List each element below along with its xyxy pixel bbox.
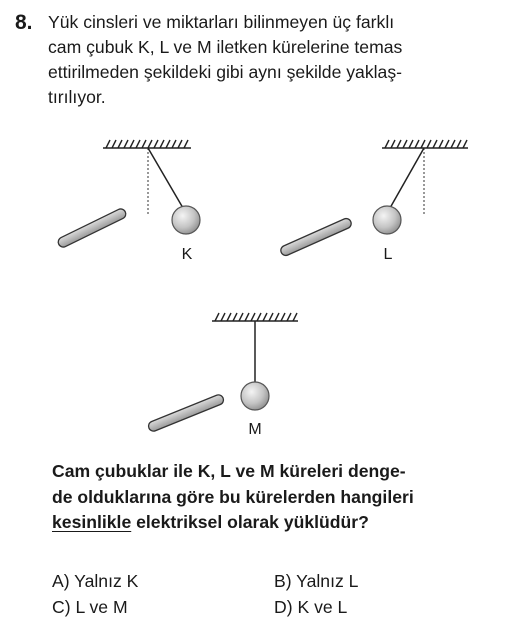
sphere-m	[241, 382, 269, 410]
sphere-label-m: M	[248, 421, 262, 438]
sphere-label-k: K	[181, 246, 193, 263]
string-l	[390, 148, 424, 208]
option-b[interactable]: B) Yalnız L	[274, 571, 359, 591]
question-number: 8.	[15, 11, 33, 34]
option-a[interactable]: A) Yalnız K	[52, 571, 139, 591]
sphere-l	[373, 206, 401, 234]
string-k	[148, 148, 183, 208]
prompt-line	[52, 510, 498, 536]
prompt-line-rest: elektriksel olarak yüklüdür?	[131, 512, 369, 532]
glass-rod-k	[57, 207, 128, 248]
prompt-line: Cam çubuklar ile K, L ve M küreleri denge-	[52, 461, 406, 481]
sphere-label-l: L	[383, 246, 393, 263]
emphasis-word: kesinlikle	[52, 512, 132, 532]
ceiling-k	[103, 140, 191, 148]
option-d[interactable]: D) K ve L	[274, 597, 348, 617]
pendulum-k	[57, 140, 200, 263]
ceiling-l	[382, 140, 468, 148]
stem-line: Yük cinsleri ve miktarları bilinmeyen üç farklı	[48, 12, 395, 32]
prompt-line: de olduklarına göre bu kürelerden hangileri	[52, 486, 414, 507]
stem-line: cam çubuk K, L ve M iletken kürelerine temas	[48, 37, 403, 57]
stem-line: ettirilmeden şekildeki gibi aynı şekilde yaklaş-	[48, 62, 402, 82]
sphere-k	[172, 206, 200, 234]
pendulum-l	[279, 140, 468, 263]
glass-rod-m	[147, 393, 225, 432]
option-c[interactable]: C) L ve M	[52, 597, 128, 617]
glass-rod-l	[279, 217, 352, 257]
pendulum-m	[147, 313, 298, 438]
stem-line: tırılıyor.	[48, 87, 106, 107]
ceiling-m	[212, 313, 298, 321]
question-prompt	[52, 459, 498, 536]
